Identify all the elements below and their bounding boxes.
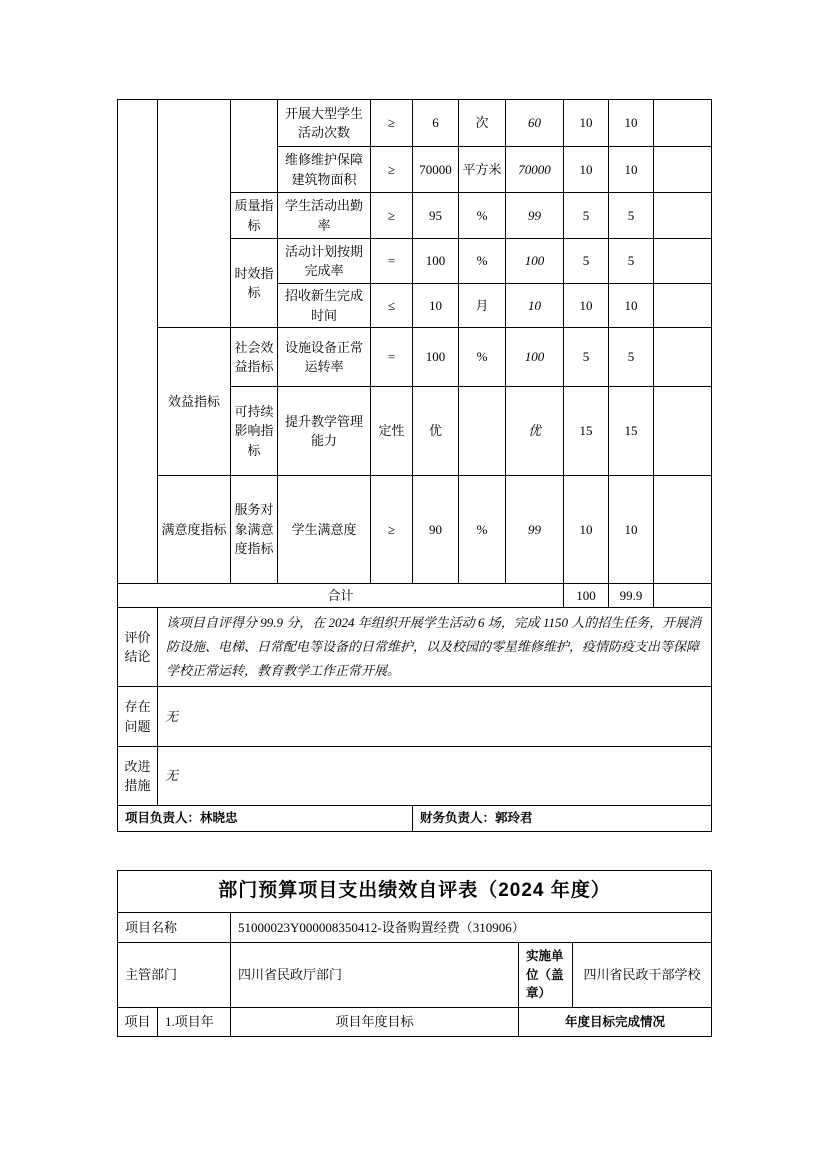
department-value: 四川省民政厅部门 — [231, 943, 519, 1008]
project-name-value: 51000023Y000008350412-设备购置经费（310906） — [231, 913, 712, 943]
indicator-unit: % — [459, 239, 506, 284]
indicator-name: 学生满意度 — [278, 476, 371, 584]
indicator-name: 活动计划按期完成率 — [278, 239, 371, 284]
indicator-self-score: 5 — [609, 328, 654, 387]
indicator-score: 5 — [564, 239, 609, 284]
title-row — [118, 871, 712, 913]
indicator-note — [654, 284, 712, 328]
indicator-unit: 次 — [459, 100, 506, 147]
finance-lead-signature: 财务负责人：郭玲君 — [413, 806, 712, 832]
indicator-target: 10 — [413, 284, 459, 328]
indicator-score: 10 — [564, 100, 609, 147]
indicator-op: ≥ — [371, 476, 413, 584]
indicator-self-score: 10 — [609, 284, 654, 328]
self-eval-indicator-table — [117, 99, 712, 832]
indicator-name: 招收新生完成时间 — [278, 284, 371, 328]
indicator-category3: 质量指标 — [231, 193, 278, 239]
indicator-target: 100 — [413, 328, 459, 387]
indicator-op: = — [371, 328, 413, 387]
spanner-col2-empty — [158, 100, 231, 328]
total-score: 100 — [564, 584, 609, 608]
indicator-name: 提升教学管理能力 — [278, 387, 371, 476]
indicator-target: 70000 — [413, 147, 459, 193]
indicator-unit — [459, 387, 506, 476]
goal-header-row — [118, 1008, 712, 1037]
indicator-name: 设施设备正常运转率 — [278, 328, 371, 387]
indicator-op: ≥ — [371, 100, 413, 147]
conclusion-text: 该项目自评得分 99.9 分，在 2024 年组织开展学生活动 6 场，完成 1150 人的招生任务，开展消防设施、电梯、日常配电等设备的日常维护，以及校园的零星维修维护，疫情防疫支出等保障学校正常运转，教育教学工作正常开展。 — [158, 608, 712, 687]
signature-row — [118, 806, 712, 832]
indicator-unit: % — [459, 193, 506, 239]
implementing-unit-label: 实施单位（盖章） — [519, 943, 573, 1008]
indicator-name: 开展大型学生活动次数 — [278, 100, 371, 147]
department-label: 主管部门 — [118, 943, 231, 1008]
indicator-op: = — [371, 239, 413, 284]
indicator-note — [654, 239, 712, 284]
indicator-note — [654, 100, 712, 147]
indicator-category2: 效益指标 — [158, 328, 231, 476]
indicator-category3: 可持续影响指标 — [231, 387, 278, 476]
indicator-target: 90 — [413, 476, 459, 584]
implementing-unit-value: 四川省民政干部学校 — [573, 943, 712, 1008]
indicator-unit: % — [459, 328, 506, 387]
conclusion-row — [118, 608, 712, 687]
indicator-op: ≥ — [371, 147, 413, 193]
indicator-self-score: 10 — [609, 476, 654, 584]
indicator-self-score: 5 — [609, 239, 654, 284]
indicator-score: 10 — [564, 284, 609, 328]
indicator-category3: 服务对象满意度指标 — [231, 476, 278, 584]
indicator-score: 5 — [564, 193, 609, 239]
project-name-row — [118, 913, 712, 943]
total-self-score: 99.9 — [609, 584, 654, 608]
spanner-col1-empty — [118, 100, 158, 584]
spanner-col3-empty — [231, 100, 278, 193]
problems-value: 无 — [158, 687, 712, 747]
indicator-actual: 100 — [506, 328, 564, 387]
project-lead-signature: 项目负责人：林晓忠 — [118, 806, 413, 832]
goal-col-project: 项目 — [118, 1008, 158, 1037]
indicator-name: 学生活动出勤率 — [278, 193, 371, 239]
table-row — [118, 100, 712, 147]
total-row — [118, 584, 712, 608]
indicator-actual: 99 — [506, 476, 564, 584]
indicator-actual: 10 — [506, 284, 564, 328]
indicator-actual: 60 — [506, 100, 564, 147]
indicator-actual: 99 — [506, 193, 564, 239]
indicator-unit: 平方米 — [459, 147, 506, 193]
indicator-category2: 满意度指标 — [158, 476, 231, 584]
indicator-self-score: 10 — [609, 147, 654, 193]
indicator-unit: % — [459, 476, 506, 584]
indicator-unit: 月 — [459, 284, 506, 328]
improvements-label: 改进措施 — [118, 747, 158, 806]
goal-col-completion: 年度目标完成情况 — [519, 1008, 712, 1037]
goal-col-annual-goal: 项目年度目标 — [231, 1008, 519, 1037]
table-row — [118, 476, 712, 584]
problems-row — [118, 687, 712, 747]
page-title: 部门预算项目支出绩效自评表（2024 年度） — [118, 871, 712, 913]
indicator-self-score: 15 — [609, 387, 654, 476]
indicator-score: 15 — [564, 387, 609, 476]
indicator-note — [654, 193, 712, 239]
problems-label: 存在问题 — [118, 687, 158, 747]
improvements-value: 无 — [158, 747, 712, 806]
indicator-self-score: 5 — [609, 193, 654, 239]
indicator-target: 6 — [413, 100, 459, 147]
indicator-op: 定性 — [371, 387, 413, 476]
goal-col-year: 1.项目年 — [158, 1008, 231, 1037]
indicator-score: 10 — [564, 147, 609, 193]
indicator-self-score: 10 — [609, 100, 654, 147]
indicator-note — [654, 328, 712, 387]
indicator-actual: 100 — [506, 239, 564, 284]
indicator-target: 95 — [413, 193, 459, 239]
indicator-actual: 优 — [506, 387, 564, 476]
budget-self-eval-table — [117, 870, 712, 1037]
conclusion-label: 评价结论 — [118, 608, 158, 687]
project-name-label: 项目名称 — [118, 913, 231, 943]
total-label: 合计 — [118, 584, 564, 608]
table-row — [118, 328, 712, 387]
indicator-note — [654, 476, 712, 584]
department-row — [118, 943, 712, 1008]
indicator-note — [654, 387, 712, 476]
indicator-target: 优 — [413, 387, 459, 476]
indicator-actual: 70000 — [506, 147, 564, 193]
indicator-score: 10 — [564, 476, 609, 584]
indicator-name: 维修维护保障建筑物面积 — [278, 147, 371, 193]
indicator-score: 5 — [564, 328, 609, 387]
indicator-op: ≤ — [371, 284, 413, 328]
improvements-row — [118, 747, 712, 806]
indicator-note — [654, 147, 712, 193]
indicator-category3: 时效指标 — [231, 239, 278, 328]
indicator-target: 100 — [413, 239, 459, 284]
indicator-op: ≥ — [371, 193, 413, 239]
total-note — [654, 584, 712, 608]
indicator-category3: 社会效益指标 — [231, 328, 278, 387]
